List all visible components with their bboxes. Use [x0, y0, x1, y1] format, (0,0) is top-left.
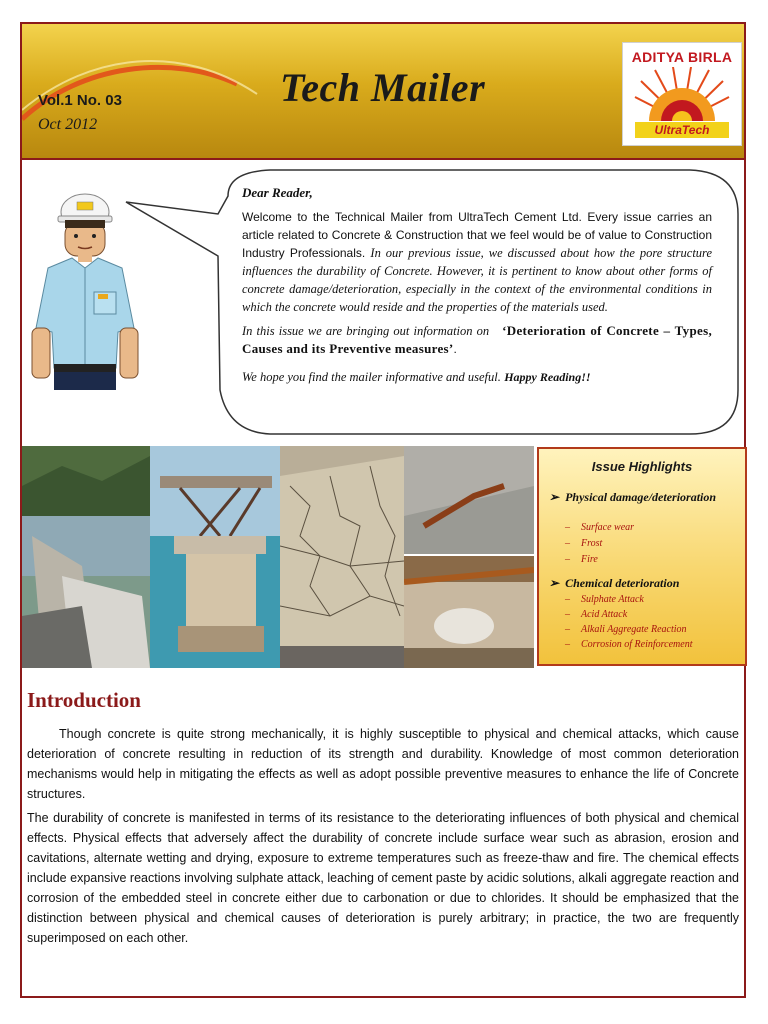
letter-topic: ‘Deterioration of Concrete – Types, Causes and its Preventive measures’ — [242, 323, 712, 356]
photo-breakwater — [22, 446, 150, 668]
letter-p3-text: We hope you find the mailer informative and useful. — [242, 370, 501, 384]
photo-corrosion-top — [404, 446, 534, 554]
issue-highlights-box — [537, 447, 747, 666]
letter-p2-end: . — [453, 342, 457, 356]
highlight-item: – Frost — [565, 538, 603, 549]
issue-date: Oct 2012 — [38, 116, 98, 133]
volume-number: Vol.1 No. 03 — [38, 92, 122, 109]
highlight-item: – Surface wear — [565, 522, 635, 533]
highlight-item: – Corrosion of Reinforcement — [565, 639, 693, 650]
highlight-item-label: Frost — [581, 538, 603, 549]
photo-corrosion-bottom — [404, 556, 534, 668]
highlight-item-label: Fire — [581, 554, 598, 565]
logo-brand-name: UltraTech — [635, 122, 729, 138]
masthead — [22, 24, 744, 160]
letter-paragraph-1 — [242, 208, 712, 316]
highlight-category-chemical: ➢ Chemical deterioration — [549, 576, 680, 590]
photo-cracked-wall — [280, 446, 404, 668]
letter-p2-text: In this issue we are bringing out information on — [242, 324, 490, 338]
letter-paragraph-2 — [242, 322, 712, 358]
highlight-item: – Fire — [565, 554, 598, 565]
letter-p1-italic: In our previous issue, we discussed about how the pore structure influences the durability of Concrete. However, it is pertinent to know about other forms of concrete damage/deterioration, especially in the context of the environmental conditions in which the concrete would reside and the properties of the materials used. — [242, 246, 712, 314]
logo-group-name: ADITYA BIRLA — [631, 49, 733, 65]
highlights-title: Issue Highlights — [591, 459, 693, 474]
section-heading-introduction: Introduction — [27, 688, 141, 712]
highlight-category-chemical-label: Chemical deterioration — [565, 576, 680, 590]
highlight-item: – Acid Attack — [565, 609, 628, 620]
highlight-category-physical: ➢ Physical damage/deterioration — [549, 490, 717, 504]
highlight-item: – Sulphate Attack — [565, 594, 644, 605]
highlight-item-label: Surface wear — [581, 522, 635, 533]
highlight-item-label: Alkali Aggregate Reaction — [581, 624, 687, 635]
highlight-item-label: Corrosion of Reinforcement — [581, 639, 693, 650]
photo-strip — [22, 446, 534, 668]
company-logo — [622, 42, 742, 146]
intro-paragraph-1: Though concrete is quite strong mechanically, it is highly susceptible to physical and chemical attacks, which cause deterioration of concrete resulting in reduction of its strength and durability. Knowledge of most common deterioration mechanisms would help in mitigating the effects as well as adopt possible preventive measures to enhance the life of Concrete structures. — [27, 727, 739, 801]
letter-p1-text: Welcome to the Technical Mailer from UltraTech Cement Ltd. Every issue carries an article related to Concrete & Construction that we feel would be of value to Construction Industry Professionals. — [242, 210, 712, 260]
highlight-category-physical-label: Physical damage/deterioration — [565, 490, 717, 504]
sun-logo-icon — [633, 67, 731, 121]
photo-bridge-pier — [150, 446, 280, 668]
highlight-item-label: Sulphate Attack — [581, 594, 644, 605]
intro-paragraph-2: The durability of concrete is manifested in terms of its resistance to the deteriorating influences of both physical and chemical effects. Physical effects that adversely affect the durability of concrete include surface wear such as abrasion, erosion and cavitations, alternate wetting and drying, exposure to extreme temperatures such as freeze-thaw and fire. The chemical effects include expansive reactions involving sulphate attack, leaching of cement paste by acidic solutions, alkali aggregate reaction and corrosion of the embedded steel in concrete either due to carbonation or due to chlorides. It should be emphasized that the distinction between physical and chemical causes of deterioration is purely arbitrary; in practice, the two are frequently superimposed on each other. — [27, 811, 739, 945]
letter-body — [242, 184, 712, 392]
highlight-item: – Alkali Aggregate Reaction — [565, 624, 687, 635]
highlight-item-label: Acid Attack — [581, 609, 628, 620]
swoosh-decoration — [22, 24, 282, 158]
letter-signoff: Happy Reading!! — [504, 370, 591, 384]
letter-paragraph-3 — [242, 368, 712, 386]
letter-greeting: Dear Reader, — [242, 185, 313, 200]
page-title: Tech Mailer — [280, 65, 486, 110]
